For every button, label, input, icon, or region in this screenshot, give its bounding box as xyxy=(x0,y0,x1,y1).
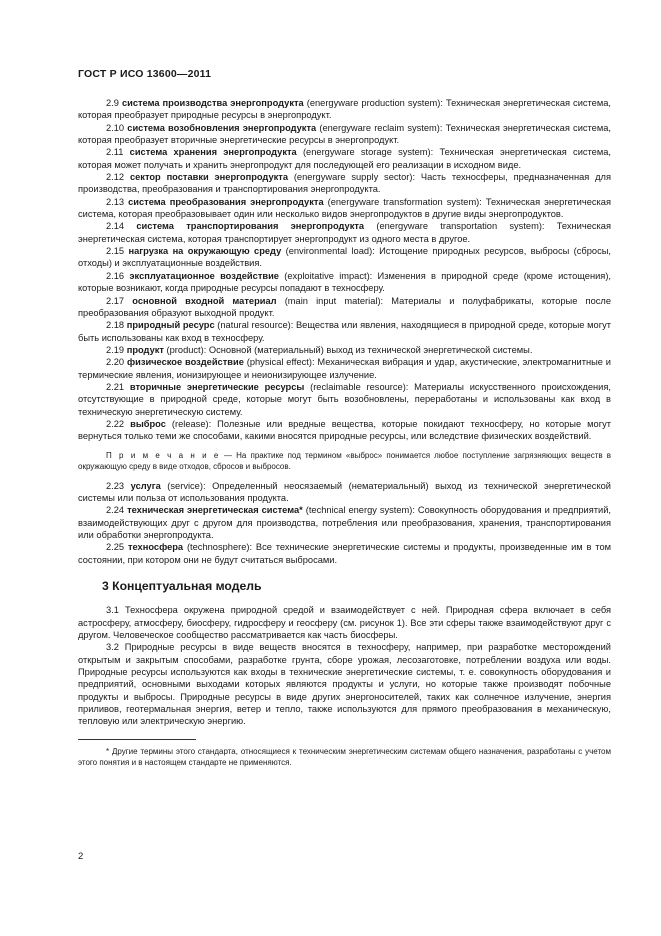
term-definition xyxy=(78,541,611,566)
term-text: (energyware storage system): Техническая энергетическая система, которая может получать и хранить энергопродукт для последующей его реализации в исходном виде. xyxy=(78,147,612,170)
term-name: физическое воздействие xyxy=(126,357,244,368)
term-name: сектор поставки энергопродукта xyxy=(129,172,288,183)
section-heading: 3 Концептуальная модель xyxy=(102,579,262,594)
term-name: техносфера xyxy=(127,542,184,553)
term-name: основной входной материал xyxy=(132,295,277,306)
term-definition xyxy=(78,97,611,122)
term-number: 2.18 xyxy=(106,320,125,331)
note xyxy=(78,450,611,472)
term-number: 2.15 xyxy=(106,246,125,257)
term-definition xyxy=(78,171,611,196)
term-definition xyxy=(78,122,611,147)
term-text: (exploitative impact): Изменения в природной среде (кроме истощения), которые возникают, когда природные ресурсы попадают в техносферу. xyxy=(78,270,611,294)
term-number: 2.19 xyxy=(106,344,125,355)
term-name: нагрузка на окружающую среду xyxy=(128,246,282,257)
term-definition xyxy=(78,146,611,171)
term-number: 2.21 xyxy=(106,381,125,392)
term-name: система возобновления энергопродукта xyxy=(127,122,317,133)
footnote-separator xyxy=(78,739,196,740)
term-text: (release): Полезные или вредные вещества, которые покидают техносферу, но которые могут вернуться только теми же способами, какими вносятся природные ресурсы, или вследствие физических воздействий. xyxy=(78,418,611,442)
term-definition xyxy=(78,196,611,221)
term-text: (physical effect): Механическая вибрация и удар, акустические, электромагнитные и термические явления, ионизирующее и неионизирующее излучение. xyxy=(78,357,611,380)
term-name: услуга xyxy=(130,480,161,491)
term-number: 2.20 xyxy=(106,357,125,368)
term-text: (main input material): Материалы и полуфабрикаты, которые после преобразования образуют выходной продукт. xyxy=(78,295,611,318)
term-definition xyxy=(78,344,611,356)
term-definition xyxy=(78,220,611,245)
term-text: (energyware transformation system): Техническая энергетическая система, которая преобразовывает один или несколько видов энергопродуктов в другие виды энергопродуктов. xyxy=(78,196,611,220)
term-text: (energyware transportation system): Техническая энергетическая система, которая транспортирует энергопродукт из одного места в другое. xyxy=(78,221,611,244)
terms-list-b xyxy=(78,480,611,566)
term-name: выброс xyxy=(130,418,166,429)
term-definition xyxy=(78,381,611,418)
term-number: 2.10 xyxy=(106,122,125,133)
term-text: (product): Основной (материальный) выход из технической энергетической системы. xyxy=(163,344,533,355)
term-number: 2.22 xyxy=(106,418,125,429)
term-number: 2.14 xyxy=(106,221,125,232)
note-label: П р и м е ч а н и е xyxy=(106,450,220,460)
term-number: 2.24 xyxy=(106,505,125,516)
page-number: 2 xyxy=(78,851,84,862)
paragraph-3-1: 3.1 Техносфера окружена природной средой и взаимодействует с ней. Природная сфера включает в себя астросферу, атмосферу, биосферу, гидросферу и геосферу (см. рисунок 1). Все эти сферы также взаимодействуют друг с другом. Человеческое сообщество рассматривается как часть биосферы. xyxy=(78,605,611,641)
term-text: (energyware supply sector): Часть техносферы, предназначенная для производства, преобразования и транспортирования энергопродукта. xyxy=(78,172,611,195)
term-text: (environmental load): Истощение природных ресурсов, выбросы (сбросы, отходы) и эксплуатационные воздействия. xyxy=(78,246,611,269)
term-number: 2.11 xyxy=(106,147,124,158)
term-text: (reclaimable resource): Материалы искусственного происхождения, отсутствующие в природной среде, которые могут быть возобновлены, переработаны и использованы как вход в техническую энергетическую систему. xyxy=(78,381,611,417)
term-number: 2.17 xyxy=(106,295,125,306)
term-number: 2.23 xyxy=(106,480,125,491)
term-number: 2.12 xyxy=(106,172,125,183)
term-definition xyxy=(78,356,611,381)
document-body xyxy=(78,97,611,768)
term-definition xyxy=(78,270,611,295)
note-text: — На практике под термином «выброс» понимается любое поступление загрязняющих веществ в окружающую среду в виде отходов, сбросов и выбросов. xyxy=(78,450,611,471)
term-name: природный ресурс xyxy=(126,320,215,331)
term-text: (energyware reclaim system): Техническая энергетическая система, которая преобразует вторичные энергетические ресурсы в энергопродукт. xyxy=(78,122,612,146)
term-name: система хранения энергопродукта xyxy=(129,147,297,158)
term-definition xyxy=(78,245,611,270)
term-name: эксплуатационное воздействие xyxy=(129,270,279,281)
term-text: (natural resource): Вещества или явления, находящиеся в природной среде, которые могут быть использованы как вход в техносферу. xyxy=(78,320,611,343)
term-text: (technosphere): Все технические энергетические системы и продукты, произведенные им в том состоянии, при котором они не будут считаться выбросами. xyxy=(78,542,612,565)
footnote: * Другие термины этого стандарта, относящиеся к техническим энергетическим системам общего назначения, разработаны с учетом этого понятия и в настоящем стандарте не применяются. xyxy=(78,746,611,767)
term-name: система транспортирования энергопродукта xyxy=(136,221,365,232)
term-text: (energyware production system): Техническая энергетическая система, которая преобразует природные ресурсы в энергопродукт. xyxy=(78,98,612,121)
term-name: система производства энергопродукта xyxy=(121,98,304,108)
term-number: 2.13 xyxy=(106,196,125,207)
terms-list-a xyxy=(78,97,611,443)
term-definition xyxy=(78,319,611,344)
term-name: техническая энергетическая система* xyxy=(127,505,303,516)
document-header: ГОСТ Р ИСО 13600—2011 xyxy=(78,68,212,80)
term-definition xyxy=(78,504,611,541)
term-number: 2.9 xyxy=(106,98,119,108)
term-name: система преобразования энергопродукта xyxy=(128,196,324,207)
term-definition xyxy=(78,295,611,320)
term-text: (service): Определенный неосязаемый (нематериальный) выход из технической энергетической системы или польза от использования продукта. xyxy=(78,480,611,503)
term-name: продукт xyxy=(126,344,164,355)
term-number: 2.25 xyxy=(106,542,125,553)
term-number: 2.16 xyxy=(106,270,125,281)
term-name: вторичные энергетические ресурсы xyxy=(129,381,305,392)
paragraph-3-2: 3.2 Природные ресурсы в виде веществ вносятся в техносферу, например, при разработке месторождений открытым и закрытым способами, разработке грунта, сборе урожая, лесозаготовке, потреблении воздуха или воды. Природные ресурсы используются как входы в технические энергетические системы, т. е. совокупность оборудования и предприятий, основными выходами которых являются продукты и услуги, но которые также производят побочные продукты и выбросы. Природные ресурсы в виде других энергоносителей, таких как солнечное излучение, энергия приливов, геотермальная энергия, ветер и тепло, также используются для прямого преобразования в механическую, тепловую или электрическую энергию. xyxy=(78,642,611,727)
term-definition xyxy=(78,418,611,443)
term-definition xyxy=(78,480,611,505)
term-text: (technical energy system): Совокупность оборудования и предприятий, взаимодействующих друг с другом для производства, потребления или преобразования, хранения, транспортирования или обработки энергопродукта. xyxy=(78,505,612,540)
